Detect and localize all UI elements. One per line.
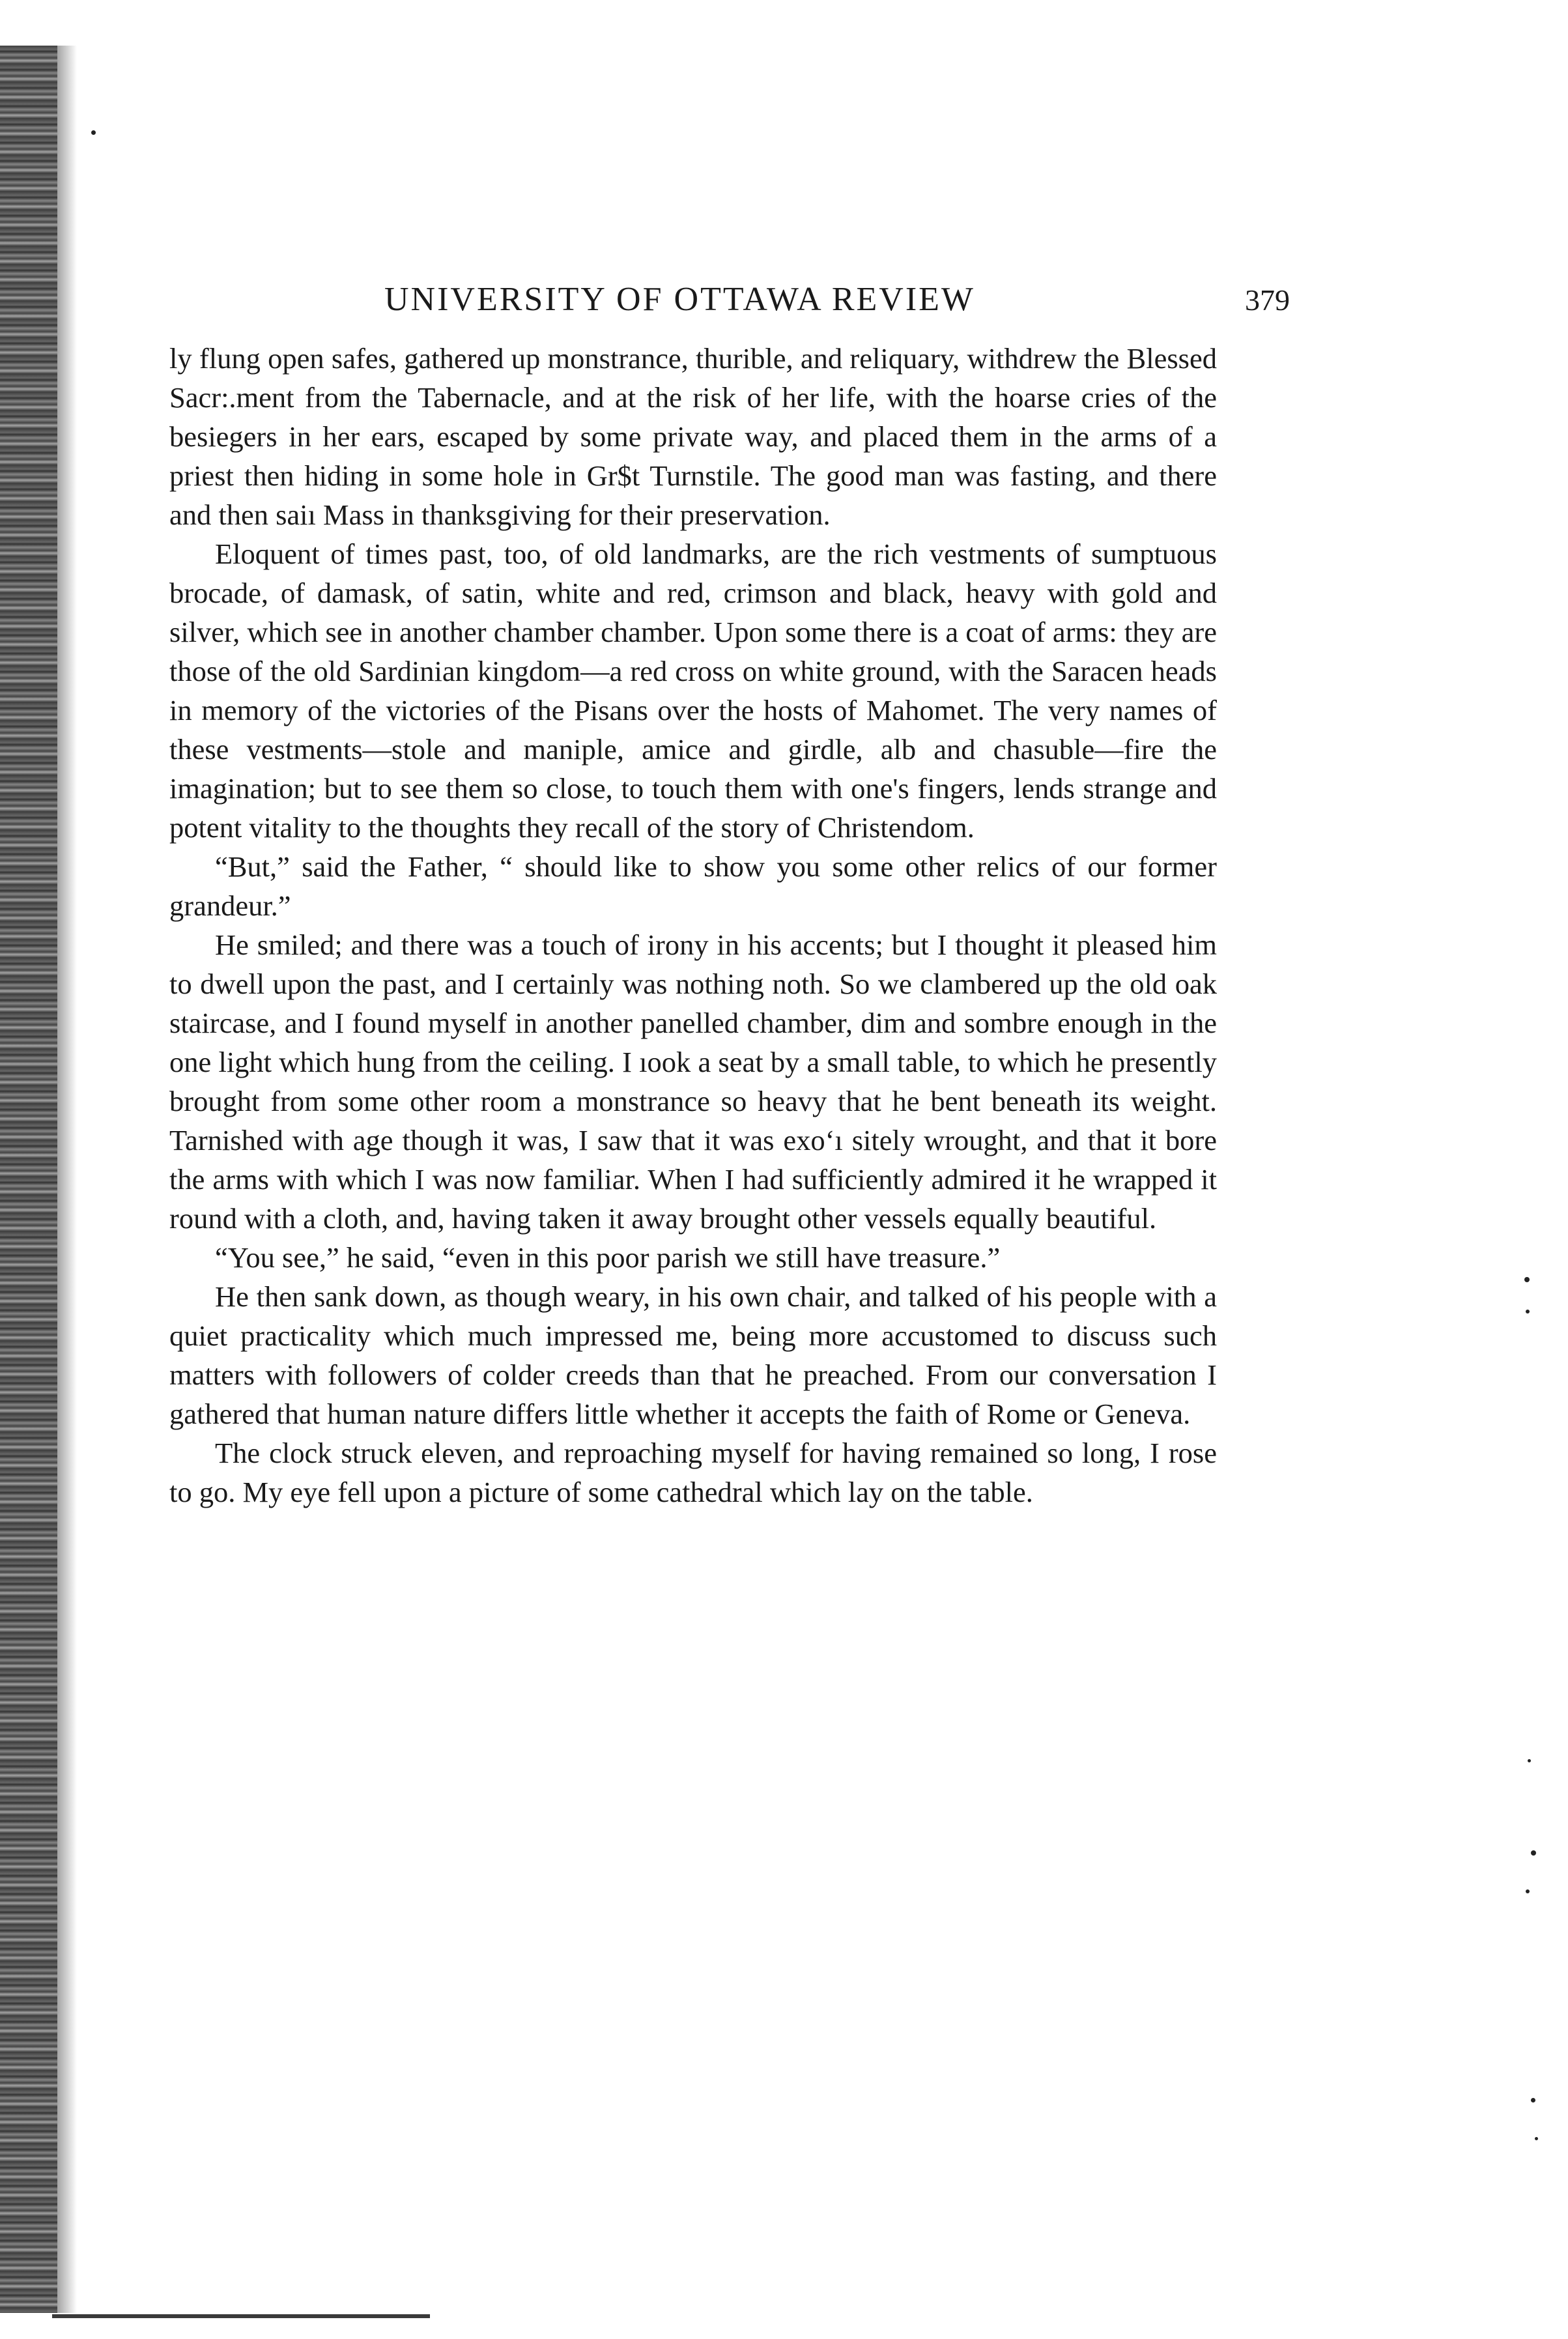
binding-edge-shadow <box>57 46 77 2313</box>
scan-speck <box>1535 2137 1538 2140</box>
scan-speck <box>1528 1759 1531 1762</box>
scan-speck <box>1526 1310 1530 1313</box>
running-head <box>365 280 1290 326</box>
running-title: UNIVERSITY OF OTTAWA REVIEW <box>384 281 975 318</box>
paragraph: Eloquent of times past, too, of old landmarks, are the rich vestments of sumptuous brocade, of damask, of satin, white and red, crimson and black, heavy with gold and silver, which see in another chamber chamber. Upon some there is a coat of arms: they are those of the old Sardinian kingdom—a red cross on white ground, with the Saracen heads in memory of the victories of the Pisans over the hosts of Mahomet. The very names of these vestments—stole and maniple, amice and girdle, alb and chasuble—fire the imagination; but to see them so close, to touch them with one's fingers, lends strange and potent vitality to the thoughts they recall of the story of Christendom. <box>169 538 1217 844</box>
body-text <box>169 339 1217 1512</box>
page-number: 379 <box>1245 283 1290 317</box>
scan-speck <box>91 130 96 135</box>
paragraph: “But,” said the Father, “ should like to show you some other relics of our former grandeur.” <box>169 850 1217 922</box>
paragraph: He smiled; and there was a touch of irony in his accents; but I thought it pleased him to dwell upon the past, and I certainly was nothing noth. So we clambered up the old oak staircase, and I found myself in another panelled chamber, dim and sombre enough in the one light which hung from the ceiling. I ıook a seat by a small table, to which he presently brought from some other room a monstrance so heavy that he bent beneath its weight. Tarnished with age though it was, I saw that it was exoʻı sitely wrought, and that it bore the arms with which I was now familiar. When I had sufficiently admired it he wrapped it round with a cloth, and, having taken it away brought other vessels equally beautiful. <box>169 928 1217 1235</box>
paragraph: “You see,” he said, “even in this poor parish we still have treasure.” <box>215 1241 1001 1274</box>
paragraph: The clock struck eleven, and reproaching myself for having remained so long, I rose to go. My eye fell upon a picture of some cathedral which lay on the table. <box>169 1437 1217 1508</box>
bottom-scan-rule <box>52 2314 430 2318</box>
paragraph: He then sank down, as though weary, in his own chair, and talked of his people with a quiet practicality which much impressed me, being more accustomed to discuss such matters with followers of colder creeds than that he preached. From our conversation I gathered that human nature differs little whether it accepts the faith of Rome or Geneva. <box>169 1280 1217 1430</box>
binding-edge-scan <box>0 46 57 2313</box>
scan-speck <box>1531 1850 1536 1856</box>
scan-speck <box>1531 2098 1535 2102</box>
paragraph: ly flung open safes, gathered up monstrance, thurible, and reliquary, withdrew the Blessed Sacr:.ment from the Tabernacle, and at the risk of her life, with the hoarse cries of the besiegers in her ears, escaped by some private way, and placed them in the arms of a priest then hiding in some hole in Gr$t Turnstile. The good man was fasting, and there and then saiı Mass in thanksgiving for their preservation. <box>169 342 1217 531</box>
scan-speck <box>1524 1277 1530 1282</box>
scan-speck <box>1526 1889 1530 1893</box>
